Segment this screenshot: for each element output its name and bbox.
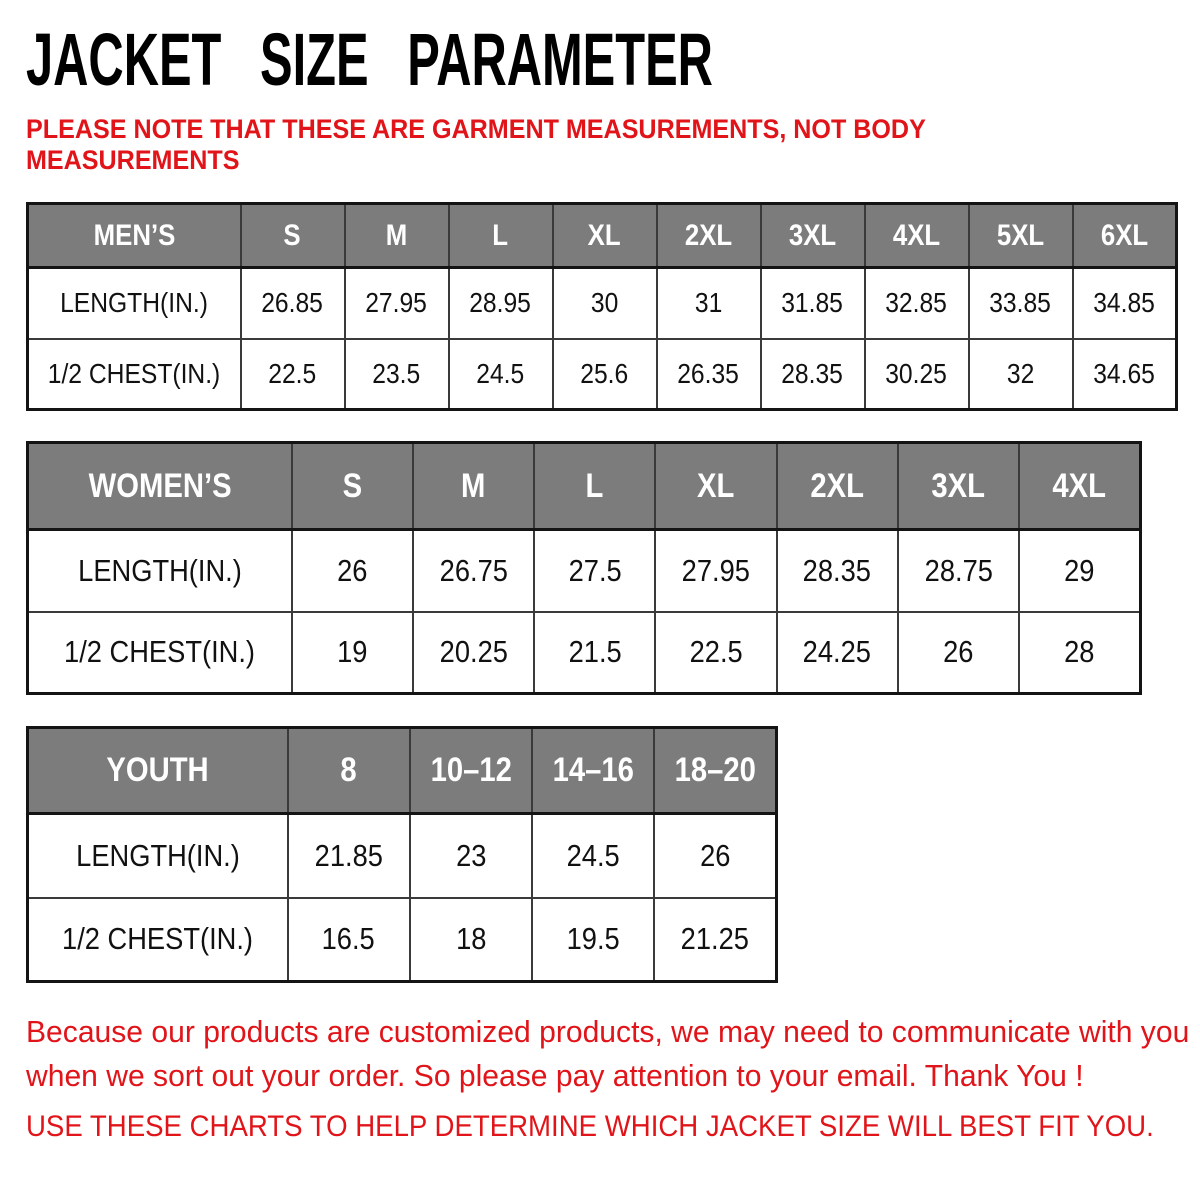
measurement-value-cell — [898, 530, 1019, 612]
size-header-cell — [654, 728, 776, 814]
measurement-value-cell — [413, 612, 534, 694]
cell-text: M — [461, 466, 486, 505]
cell-text: 2XL — [684, 218, 733, 252]
size-header-cell — [898, 443, 1019, 530]
cell-text: 4XL — [1052, 466, 1107, 505]
cell-text: 1/2 CHEST(IN.) — [47, 357, 221, 389]
size-header-cell — [1019, 443, 1140, 530]
size-header-cell — [865, 204, 969, 268]
cell-text: 30 — [590, 287, 619, 319]
cell-text: 21.25 — [680, 921, 750, 957]
cell-text: 26.85 — [261, 287, 324, 319]
cell-text: 24.25 — [803, 634, 872, 670]
measurement-row — [28, 612, 1141, 694]
cell-text: 27.95 — [365, 287, 428, 319]
cell-text: 24.5 — [476, 357, 525, 389]
cell-text: XL — [697, 466, 735, 505]
cell-text: 28.75 — [924, 552, 993, 588]
cell-text: 4XL — [892, 218, 941, 252]
measurement-value-cell — [288, 898, 410, 982]
size-header-cell — [241, 204, 345, 268]
cell-text: 26 — [336, 552, 368, 588]
measurement-value-cell — [761, 268, 865, 339]
table-title-cell — [28, 443, 292, 530]
size-header-cell — [292, 443, 413, 530]
chart-usage-instruction: USE THESE CHARTS TO HELP DETERMINE WHICH JACKET SIZE WILL BEST FIT YOU. — [26, 1110, 1154, 1143]
size-header-cell — [532, 728, 654, 814]
cell-text: WOMEN’S — [88, 466, 232, 505]
cell-text: 14–16 — [552, 751, 634, 789]
size-header-cell — [413, 443, 534, 530]
cell-text: 22.5 — [268, 357, 317, 389]
measurement-row — [28, 268, 1177, 339]
cell-text: 26 — [699, 837, 731, 873]
measurement-value-cell — [532, 898, 654, 982]
measurement-value-cell — [1073, 339, 1177, 410]
cell-text: 19 — [336, 634, 368, 670]
cell-text: 28.35 — [781, 357, 844, 389]
measurement-value-cell — [241, 339, 345, 410]
measurement-value-cell — [534, 530, 655, 612]
cell-text: LENGTH(IN.) — [77, 552, 242, 588]
size-header-cell — [410, 728, 532, 814]
cell-text: 5XL — [996, 218, 1045, 252]
cell-text: 1/2 CHEST(IN.) — [64, 634, 256, 670]
cell-text: 25.6 — [580, 357, 629, 389]
cell-text: 3XL — [931, 466, 986, 505]
note-line-1: PLEASE NOTE THAT THESE ARE GARMENT MEASUREMENTS, NOT BODY — [26, 114, 926, 144]
cell-text: 2XL — [810, 466, 865, 505]
size-header-cell — [969, 204, 1073, 268]
measurement-value-cell — [1019, 530, 1140, 612]
cell-text: 20.25 — [439, 634, 508, 670]
size-header-cell — [449, 204, 553, 268]
garment-measurement-note — [26, 114, 1118, 176]
cell-text: S — [283, 218, 302, 252]
cell-text: 23.5 — [372, 357, 421, 389]
size-table-mens — [26, 202, 1178, 411]
measurement-row — [28, 898, 777, 982]
measurement-value-cell — [534, 612, 655, 694]
cell-text: XL — [588, 218, 621, 252]
header-row — [28, 204, 1177, 268]
table-title-cell — [28, 204, 241, 268]
cell-text: 31 — [694, 287, 723, 319]
cell-text: YOUTH — [106, 751, 209, 789]
measurement-row — [28, 530, 1141, 612]
header-row — [28, 728, 777, 814]
measurement-value-cell — [657, 268, 761, 339]
cell-text: 19.5 — [566, 921, 620, 957]
cell-text: 3XL — [788, 218, 837, 252]
customization-notice-line-2: when we sort out your order. So please pay attention to your email. Thank You ! — [26, 1058, 1084, 1093]
measurement-value-cell — [553, 339, 657, 410]
cell-text: 32 — [1006, 357, 1035, 389]
cell-text: S — [342, 466, 362, 505]
cell-text: 18 — [455, 921, 487, 957]
table-title-cell — [28, 728, 288, 814]
measurement-value-cell — [413, 530, 534, 612]
cell-text: MEN’S — [93, 218, 176, 252]
size-parameter-page — [0, 18, 1200, 1200]
measurement-value-cell — [1073, 268, 1177, 339]
measurement-value-cell — [969, 268, 1073, 339]
size-header-cell — [534, 443, 655, 530]
measurement-value-cell — [898, 612, 1019, 694]
measurement-value-cell — [654, 898, 776, 982]
customization-notice — [26, 1010, 1190, 1098]
size-table-womens — [26, 441, 1142, 695]
row-label-cell — [28, 612, 292, 694]
measurement-value-cell — [292, 612, 413, 694]
measurement-value-cell — [654, 814, 776, 898]
measurement-value-cell — [410, 898, 532, 982]
cell-text: 22.5 — [689, 634, 743, 670]
size-header-cell — [657, 204, 761, 268]
measurement-value-cell — [553, 268, 657, 339]
size-header-cell — [777, 443, 898, 530]
row-label-cell — [28, 530, 292, 612]
customization-notice-line-1: Because our products are customized products, we may need to communicate with you — [26, 1014, 1190, 1049]
cell-text: 21.5 — [568, 634, 622, 670]
measurement-value-cell — [449, 268, 553, 339]
cell-text: 31.85 — [781, 287, 844, 319]
measurement-value-cell — [241, 268, 345, 339]
cell-text: 24.5 — [566, 837, 620, 873]
measurement-value-cell — [292, 530, 413, 612]
measurement-value-cell — [288, 814, 410, 898]
cell-text: 6XL — [1100, 218, 1148, 252]
size-header-cell — [655, 443, 776, 530]
row-label-cell — [28, 268, 241, 339]
measurement-value-cell — [655, 612, 776, 694]
cell-text: 26.35 — [677, 357, 740, 389]
measurement-value-cell — [655, 530, 776, 612]
measurement-value-cell — [532, 814, 654, 898]
cell-text: 27.95 — [681, 552, 751, 588]
cell-text: 28 — [1064, 634, 1095, 670]
row-label-cell — [28, 814, 288, 898]
size-header-cell — [288, 728, 410, 814]
size-header-cell — [1073, 204, 1177, 268]
measurement-value-cell — [969, 339, 1073, 410]
size-header-cell — [345, 204, 449, 268]
cell-text: 10–12 — [430, 751, 512, 789]
measurement-value-cell — [345, 339, 449, 410]
measurement-row — [28, 814, 777, 898]
measurement-value-cell — [761, 339, 865, 410]
measurement-value-cell — [410, 814, 532, 898]
cell-text: 29 — [1064, 552, 1095, 588]
measurement-row — [28, 339, 1177, 410]
cell-text: LENGTH(IN.) — [75, 837, 240, 873]
cell-text: L — [492, 218, 509, 252]
cell-text: 23 — [455, 837, 487, 873]
cell-text: 18–20 — [674, 751, 756, 789]
size-header-cell — [553, 204, 657, 268]
cell-text: 16.5 — [322, 921, 376, 957]
cell-text: 30.25 — [885, 357, 948, 389]
cell-text: 28.35 — [803, 552, 872, 588]
size-header-cell — [761, 204, 865, 268]
size-table-youth — [26, 726, 778, 983]
cell-text: L — [585, 466, 604, 505]
measurement-value-cell — [345, 268, 449, 339]
page-title: JACKET SIZE PARAMETER — [26, 18, 713, 101]
header-row — [28, 443, 1141, 530]
note-line-2: MEASUREMENTS — [26, 145, 240, 175]
measurement-value-cell — [657, 339, 761, 410]
cell-text: 28.95 — [469, 287, 532, 319]
cell-text: 21.85 — [314, 837, 383, 873]
cell-text: LENGTH(IN.) — [60, 287, 209, 319]
cell-text: 1/2 CHEST(IN.) — [62, 921, 254, 957]
measurement-value-cell — [449, 339, 553, 410]
cell-text: 26 — [943, 634, 974, 670]
measurement-value-cell — [1019, 612, 1140, 694]
cell-text: 26.75 — [439, 552, 508, 588]
measurement-value-cell — [865, 339, 969, 410]
cell-text: 34.85 — [1093, 287, 1156, 319]
measurement-value-cell — [777, 530, 898, 612]
cell-text: M — [385, 218, 408, 252]
cell-text: 27.5 — [568, 552, 622, 588]
row-label-cell — [28, 339, 241, 410]
measurement-value-cell — [865, 268, 969, 339]
cell-text: 33.85 — [989, 287, 1052, 319]
cell-text: 34.65 — [1093, 357, 1156, 389]
cell-text: 8 — [340, 751, 357, 789]
row-label-cell — [28, 898, 288, 982]
cell-text: 32.85 — [885, 287, 948, 319]
measurement-value-cell — [777, 612, 898, 694]
